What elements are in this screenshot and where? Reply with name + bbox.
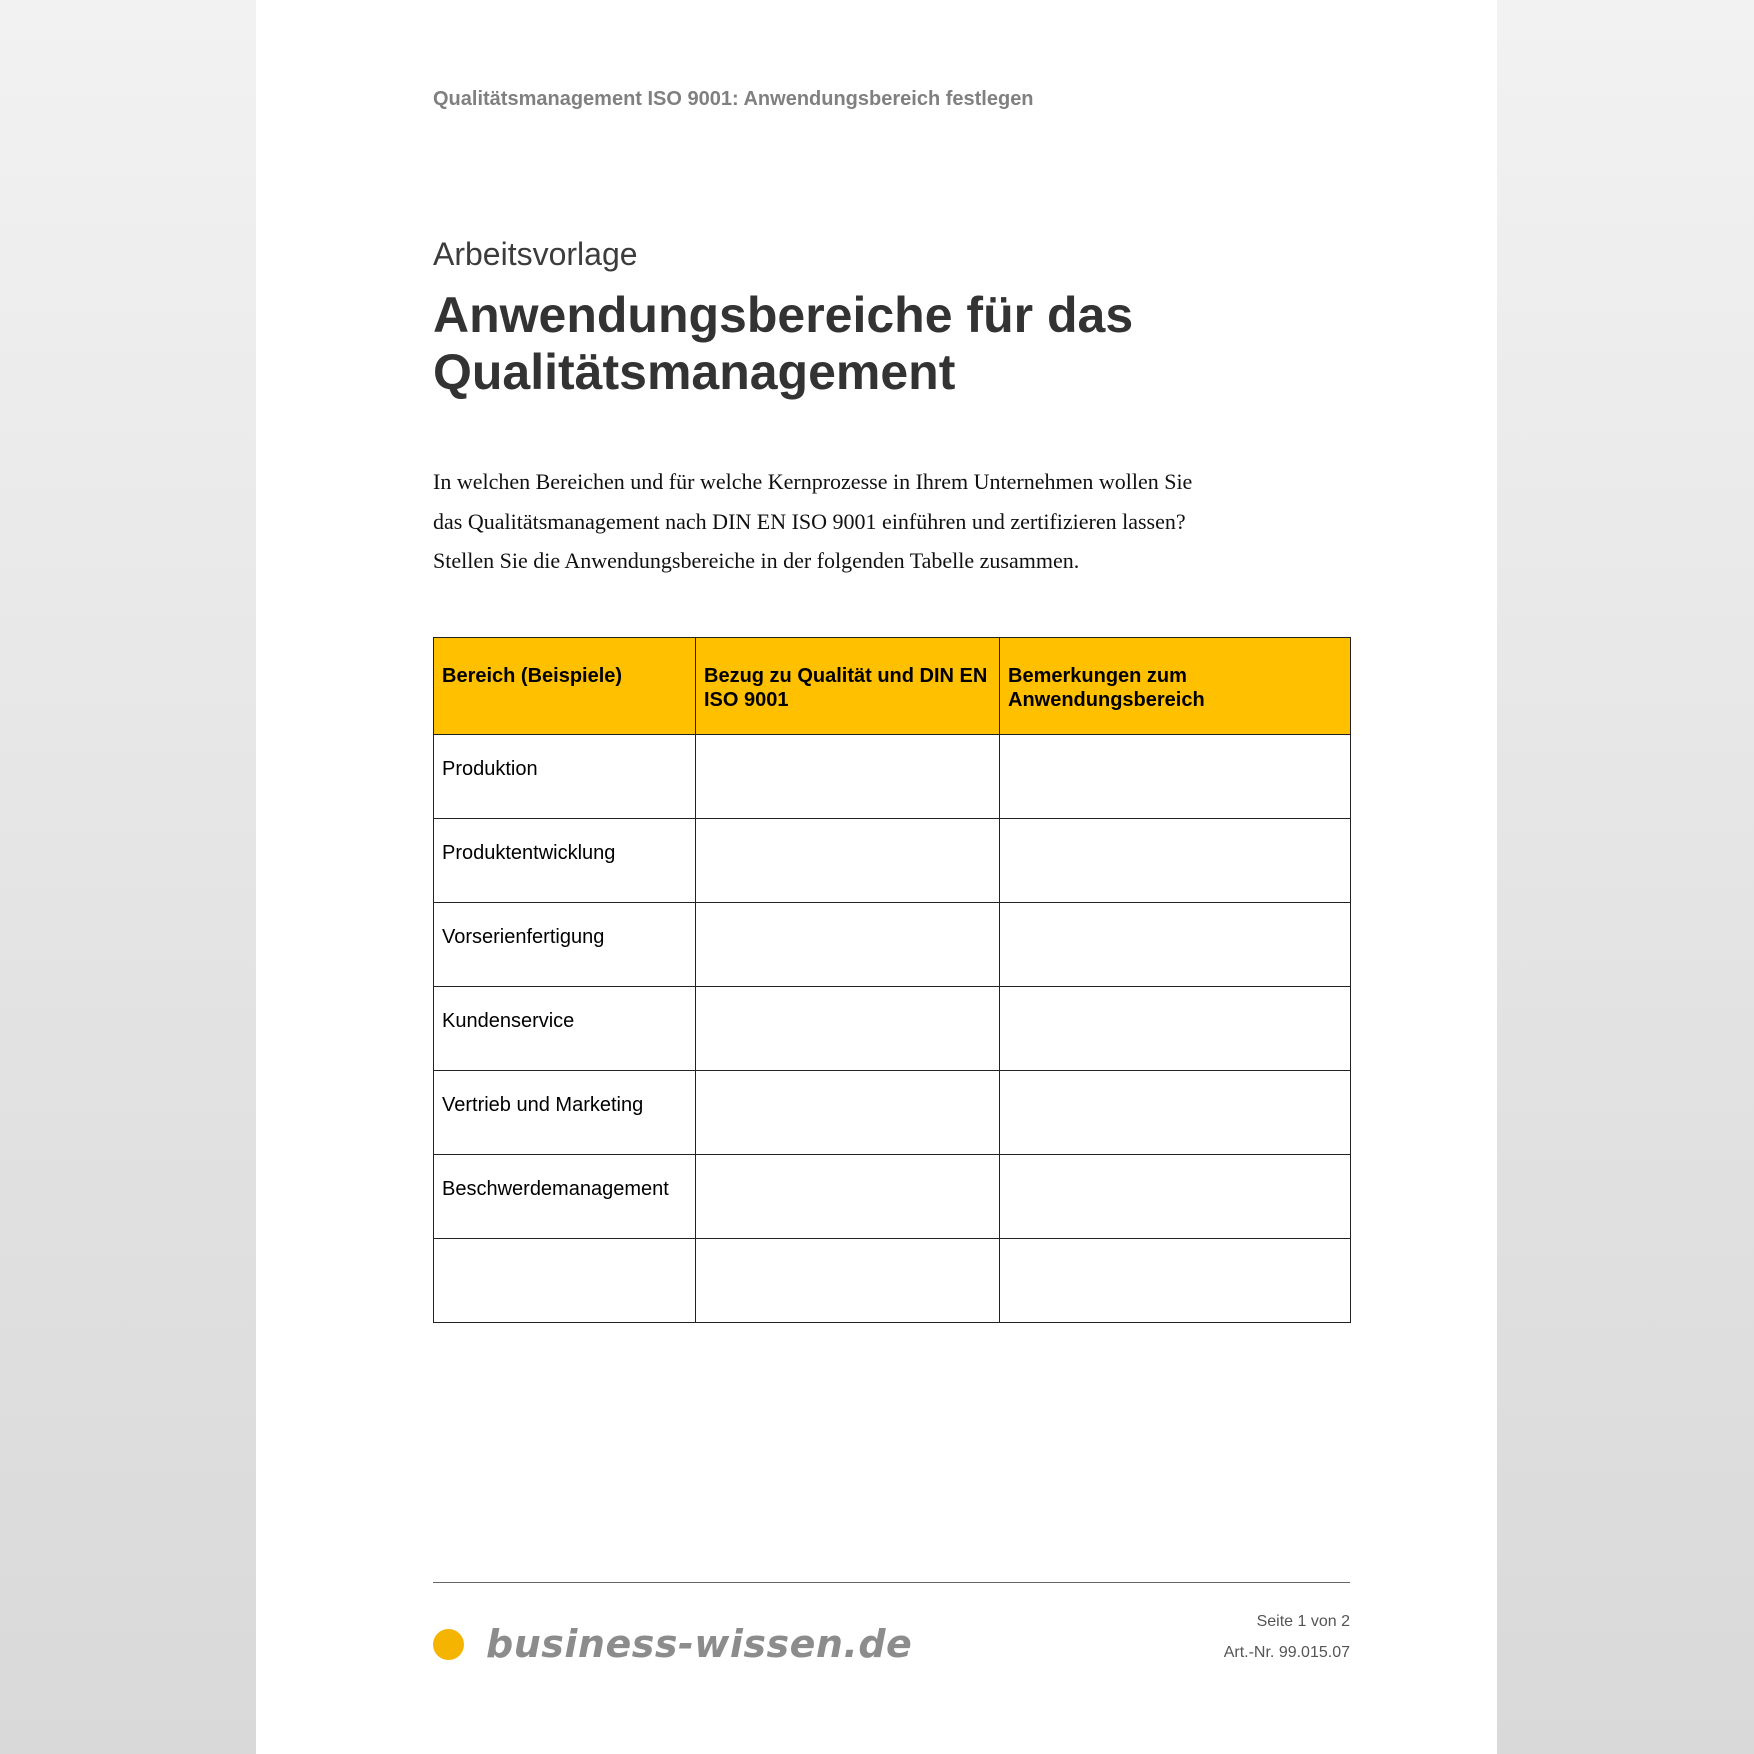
remarks-cell[interactable]	[1000, 819, 1351, 903]
quality-reference-cell[interactable]	[696, 903, 1000, 987]
scope-table	[433, 637, 1351, 1323]
brand-logo	[433, 1614, 912, 1674]
area-cell[interactable]	[434, 1239, 696, 1323]
document-kicker: Arbeitsvorlage	[433, 236, 638, 272]
remarks-cell[interactable]	[1000, 735, 1351, 819]
quality-reference-cell[interactable]	[696, 1071, 1000, 1155]
remarks-cell[interactable]	[1000, 903, 1351, 987]
table-row	[434, 987, 1351, 1071]
area-cell: Vertrieb und Marketing	[434, 1071, 696, 1155]
table-row	[434, 1071, 1351, 1155]
logo-dot-icon	[433, 1629, 464, 1660]
intro-paragraph: In welchen Bereichen und für welche Kernprozesse in Ihrem Unternehmen wollen Sie das Qualitätsmanagement nach DIN EN ISO 9001 einführen und zertifizieren lassen? Stellen Sie die Anwendungsbereiche in der folgenden Tabelle zusammen.	[433, 469, 1193, 573]
table-row	[434, 1155, 1351, 1239]
remarks-cell[interactable]	[1000, 1155, 1351, 1239]
remarks-cell[interactable]	[1000, 1071, 1351, 1155]
area-cell: Beschwerdemanagement	[434, 1155, 696, 1239]
quality-reference-cell[interactable]	[696, 735, 1000, 819]
table-row	[434, 819, 1351, 903]
page-number: Seite 1 von 2	[1256, 1613, 1350, 1630]
logo-wordmark: business-wissen.de	[486, 1622, 913, 1666]
area-cell: Kundenservice	[434, 987, 696, 1071]
remarks-cell[interactable]	[1000, 1239, 1351, 1323]
area-cell: Vorserienfertigung	[434, 903, 696, 987]
page-meta	[1224, 1606, 1350, 1668]
quality-reference-cell[interactable]	[696, 819, 1000, 903]
area-cell: Produktion	[434, 735, 696, 819]
quality-reference-cell[interactable]	[696, 987, 1000, 1071]
remarks-cell[interactable]	[1000, 987, 1351, 1071]
document-page	[256, 0, 1497, 1754]
quality-reference-cell[interactable]	[696, 1155, 1000, 1239]
table-row	[434, 735, 1351, 819]
document-title-line-1: Anwendungsbereiche für das	[433, 287, 1134, 343]
document-title	[433, 287, 1333, 401]
running-header: Qualitätsmanagement ISO 9001: Anwendungsbereich festlegen	[433, 88, 1034, 110]
table-row-empty	[434, 1239, 1351, 1323]
table-header-row	[434, 638, 1351, 735]
column-header-remarks: Bemerkungen zum Anwendungsbereich	[1000, 638, 1351, 735]
document-title-line-2: Qualitätsmanagement	[433, 344, 956, 400]
article-number: Art.-Nr. 99.015.07	[1223, 1644, 1350, 1661]
footer-divider	[433, 1582, 1350, 1583]
area-cell: Produktentwicklung	[434, 819, 696, 903]
column-header-area: Bereich (Beispiele)	[434, 638, 696, 735]
table-row	[434, 903, 1351, 987]
quality-reference-cell[interactable]	[696, 1239, 1000, 1323]
column-header-quality-reference: Bezug zu Qualität und DIN EN ISO 9001	[696, 638, 1000, 735]
